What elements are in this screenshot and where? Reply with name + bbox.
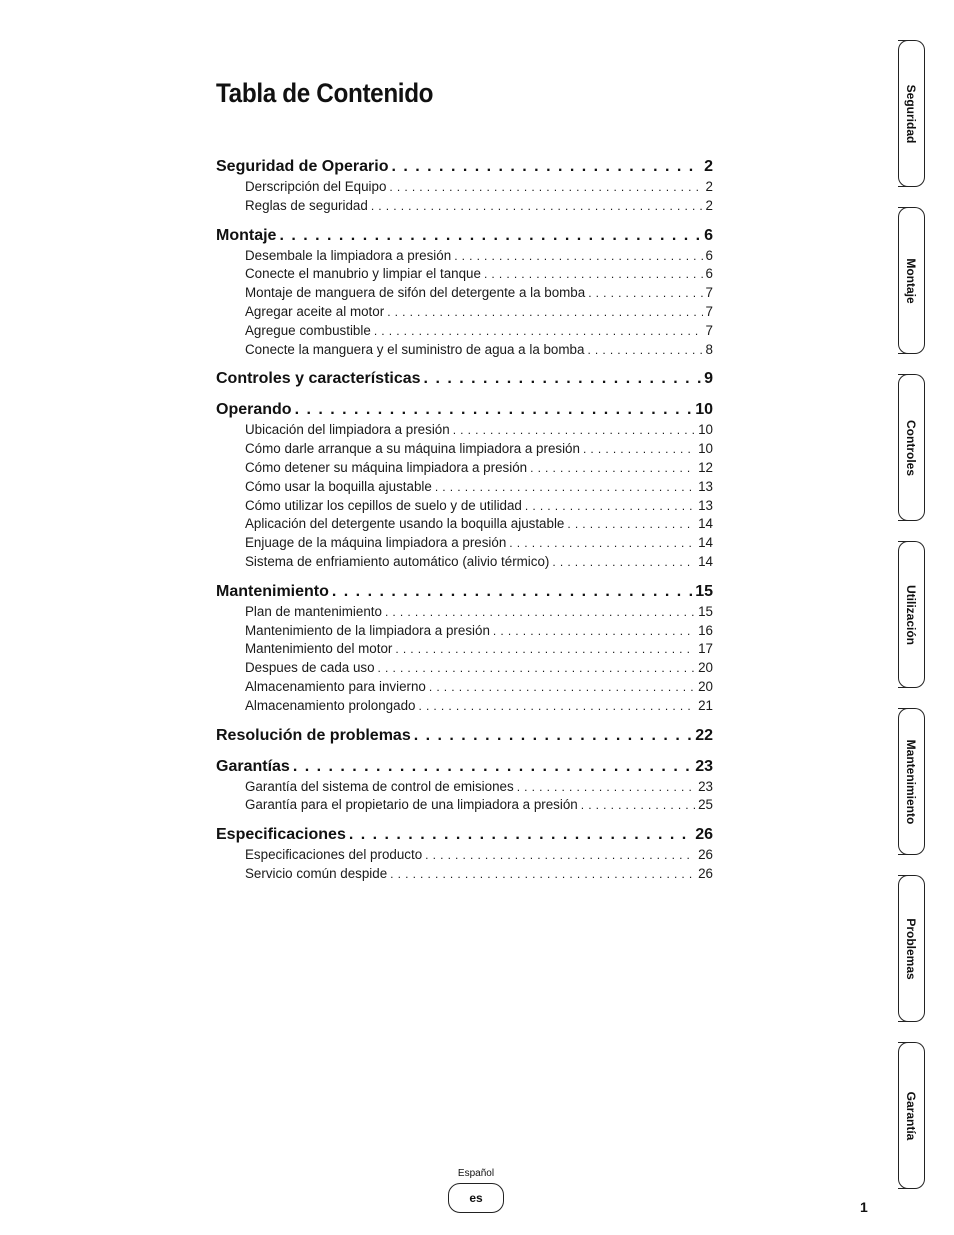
dot-leader — [588, 284, 702, 303]
dot-leader — [414, 725, 692, 747]
toc-section-entry-page: 26 — [695, 826, 713, 844]
dot-leader — [385, 603, 695, 622]
toc-subentry-page: 26 — [698, 865, 713, 881]
dot-leader — [425, 846, 695, 865]
dot-leader — [371, 197, 703, 216]
dot-leader — [581, 796, 695, 815]
toc-subentry[interactable] — [216, 778, 713, 797]
dot-leader — [424, 368, 702, 390]
toc-subentry-title: Agregar aceite al motor — [245, 303, 385, 319]
toc-subentry-title: Servicio común despide — [245, 865, 388, 881]
toc-subentry-title: Almacenamiento prolongado — [245, 697, 416, 713]
toc-section-entry-page: 6 — [704, 226, 713, 244]
toc-section-entry-page: 2 — [704, 158, 713, 175]
toc-subentry[interactable] — [216, 553, 713, 572]
toc-subentry[interactable] — [216, 865, 713, 884]
toc-section-entry-page: 9 — [704, 370, 713, 388]
toc-subentry-page: 6 — [705, 266, 713, 282]
dot-leader — [454, 247, 702, 266]
toc-subentry-page: 13 — [698, 478, 713, 494]
toc-subentry[interactable] — [216, 421, 713, 440]
dot-leader — [583, 440, 695, 459]
toc-subentry-title: Almacenamiento para invierno — [245, 678, 426, 694]
toc-subentry-title: Cómo utilizar los cepillos de suelo y de utilidad — [245, 497, 522, 513]
toc-section-entry-title: Controles y características — [216, 370, 421, 388]
toc-section-entry[interactable] — [216, 725, 713, 747]
dot-leader — [374, 322, 703, 341]
toc-subentry-page: 6 — [705, 247, 713, 263]
toc-subentry-title: Cómo detener su máquina limpiadora a presión — [245, 459, 528, 475]
side-tab-seguridad[interactable] — [898, 40, 925, 187]
toc-subentry-page: 10 — [698, 422, 713, 438]
side-tab-garantia[interactable] — [898, 1042, 925, 1189]
dot-leader — [453, 421, 695, 440]
toc-subentry[interactable] — [216, 303, 713, 322]
dot-leader — [295, 399, 693, 421]
toc-subentry[interactable] — [216, 659, 713, 678]
side-tab-mantenimiento[interactable] — [898, 708, 925, 855]
toc-section — [216, 399, 713, 571]
toc-section-entry-page: 15 — [695, 582, 713, 600]
dot-leader — [395, 640, 695, 659]
side-tab-label: Problemas — [904, 917, 918, 980]
toc-subentry[interactable] — [216, 603, 713, 622]
dot-leader — [387, 303, 702, 322]
toc-subentry-page: 21 — [698, 697, 713, 713]
toc-subentry-page: 7 — [705, 285, 713, 301]
side-tab-controles[interactable] — [898, 374, 925, 521]
toc-subentry-title: Reglas de seguridad — [245, 197, 368, 213]
toc-section-entry-title: Operando — [216, 401, 292, 419]
toc-subentry-page: 14 — [698, 553, 713, 569]
side-tab-problemas[interactable] — [898, 875, 925, 1022]
toc-subentry-page: 14 — [698, 535, 713, 551]
toc-subentry-title: Enjuage de la máquina limpiadora a presión — [245, 535, 507, 551]
toc-subentry-title: Ubicación del limpiadora a presión — [245, 422, 450, 438]
toc-subentry[interactable] — [216, 478, 713, 497]
toc-subentry-page: 16 — [698, 622, 713, 638]
toc-section-entry-page: 22 — [695, 726, 713, 744]
toc-subentry-page: 25 — [698, 797, 713, 813]
toc-section-entry[interactable] — [216, 368, 713, 390]
toc-subentry[interactable] — [216, 796, 713, 815]
dot-leader — [293, 756, 692, 778]
dot-leader — [530, 459, 695, 478]
toc-subentry-page: 2 — [705, 197, 713, 213]
toc-section-entry-title: Resolución de problemas — [216, 726, 411, 744]
toc-subentry[interactable] — [216, 697, 713, 716]
toc-section — [216, 581, 713, 716]
toc-subentry[interactable] — [216, 515, 713, 534]
toc-section-entry-title: Seguridad de Operario — [216, 158, 389, 175]
toc-subentry-title: Cómo usar la boquilla ajustable — [245, 478, 432, 494]
side-tab-label: Seguridad — [904, 84, 918, 143]
toc-subentry-title: Sistema de enfriamiento automático (alivio térmico) — [245, 553, 550, 569]
toc-subentry[interactable] — [216, 678, 713, 697]
toc-subentry[interactable] — [216, 265, 713, 284]
toc-subentry-title: Plan de mantenimiento — [245, 603, 382, 619]
toc-section-entry[interactable] — [216, 581, 713, 603]
dot-leader — [587, 341, 702, 360]
toc-subentry[interactable] — [216, 341, 713, 360]
toc-section — [216, 368, 713, 390]
toc-subentry-title: Conecte el manubrio y limpiar el tanque — [245, 266, 481, 282]
toc-section-entry[interactable] — [216, 156, 713, 178]
toc-subentry[interactable] — [216, 178, 713, 197]
toc-subentry-page: 17 — [698, 641, 713, 657]
toc-subentry-title: Especificaciones del producto — [245, 847, 423, 863]
toc-subentry[interactable] — [216, 497, 713, 516]
toc-subentry-title: Cómo darle arranque a su máquina limpiadora a presión — [245, 441, 580, 457]
toc-subentry[interactable] — [216, 440, 713, 459]
toc-section-entry-title: Montaje — [216, 226, 277, 244]
toc-subentry[interactable] — [216, 197, 713, 216]
dot-leader — [567, 515, 695, 534]
dot-leader — [391, 156, 701, 178]
dot-leader — [389, 178, 702, 197]
dot-leader — [332, 581, 692, 603]
toc-section-entry[interactable] — [216, 225, 713, 247]
toc-subentry-page: 8 — [705, 341, 713, 357]
toc-section-entry[interactable] — [216, 824, 713, 846]
side-tab-label: Utilización — [904, 584, 918, 645]
toc-subentry-page: 20 — [698, 678, 713, 694]
side-tab-label: Garantía — [904, 1091, 918, 1140]
toc-subentry-title: Despues de cada uso — [245, 660, 375, 676]
toc-subentry-page: 15 — [698, 603, 713, 619]
page-number: 1 — [860, 1199, 868, 1215]
dot-leader — [517, 778, 695, 797]
toc-subentry-page: 2 — [705, 179, 713, 194]
table-of-contents — [216, 156, 713, 893]
dot-leader — [435, 478, 695, 497]
toc-subentry-page: 14 — [698, 516, 713, 532]
dot-leader — [418, 697, 695, 716]
side-tab-label: Controles — [904, 419, 918, 476]
language-label: Español — [457, 1168, 495, 1179]
toc-subentry[interactable] — [216, 622, 713, 641]
toc-subentry-page: 20 — [698, 660, 713, 676]
toc-subentry-title: Mantenimiento de la limpiadora a presión — [245, 622, 490, 638]
dot-leader — [509, 534, 695, 553]
toc-section — [216, 225, 713, 360]
toc-section — [216, 756, 713, 816]
toc-subentry-title: Garantía para el propietario de una limpiadora a presión — [245, 797, 578, 813]
toc-subentry-page: 13 — [698, 497, 713, 513]
toc-subentry[interactable] — [216, 284, 713, 303]
toc-subentry-title: Desembale la limpiadora a presión — [245, 247, 452, 263]
toc-section-entry-title: Mantenimiento — [216, 582, 329, 600]
toc-subentry[interactable] — [216, 640, 713, 659]
side-tab-montaje[interactable] — [898, 207, 925, 354]
page-title: Tabla de Contenido — [216, 78, 434, 108]
toc-section — [216, 725, 713, 747]
side-tab-label: Montaje — [904, 257, 918, 304]
toc-subentry-title: Conecte la manguera y el suministro de agua a la bomba — [245, 341, 585, 357]
toc-subentry[interactable] — [216, 846, 713, 865]
toc-subentry-title: Montaje de manguera de sifón del detergente a la bomba — [245, 285, 586, 301]
language-code: es — [469, 1191, 483, 1205]
toc-section — [216, 156, 713, 216]
toc-section-entry-title: Garantías — [216, 757, 290, 775]
toc-subentry-title: Agregue combustible — [245, 322, 371, 338]
dot-leader — [390, 865, 695, 884]
dot-leader — [552, 553, 695, 572]
dot-leader — [378, 659, 696, 678]
toc-subentry-page: 23 — [698, 778, 713, 794]
toc-subentry[interactable] — [216, 459, 713, 478]
side-tab-utilizacion[interactable] — [898, 541, 925, 688]
language-badge — [448, 1183, 504, 1213]
toc-subentry-page: 26 — [698, 847, 713, 863]
dot-leader — [279, 225, 701, 247]
toc-subentry[interactable] — [216, 322, 713, 341]
toc-subentry-page: 7 — [705, 322, 713, 338]
toc-section-entry-title: Especificaciones — [216, 826, 346, 844]
toc-subentry-page: 12 — [698, 459, 713, 475]
toc-section-entry-page: 10 — [695, 401, 713, 419]
toc-subentry[interactable] — [216, 247, 713, 266]
toc-section — [216, 824, 713, 884]
toc-subentry-title: Derscripción del Equipo — [245, 179, 387, 194]
dot-leader — [493, 622, 695, 641]
dot-leader — [484, 265, 703, 284]
dot-leader — [349, 824, 692, 846]
dot-leader — [525, 497, 695, 516]
toc-subentry-title: Aplicación del detergente usando la boquilla ajustable — [245, 516, 565, 532]
dot-leader — [429, 678, 695, 697]
toc-subentry-title: Mantenimiento del motor — [245, 641, 393, 657]
toc-subentry-title: Garantía del sistema de control de emisiones — [245, 778, 514, 794]
toc-subentry[interactable] — [216, 534, 713, 553]
toc-section-entry[interactable] — [216, 756, 713, 778]
toc-subentry-page: 7 — [705, 303, 713, 319]
toc-section-entry[interactable] — [216, 399, 713, 421]
toc-section-entry-page: 23 — [695, 757, 713, 775]
side-tab-label: Mantenimiento — [904, 739, 918, 824]
toc-subentry-page: 10 — [698, 441, 713, 457]
